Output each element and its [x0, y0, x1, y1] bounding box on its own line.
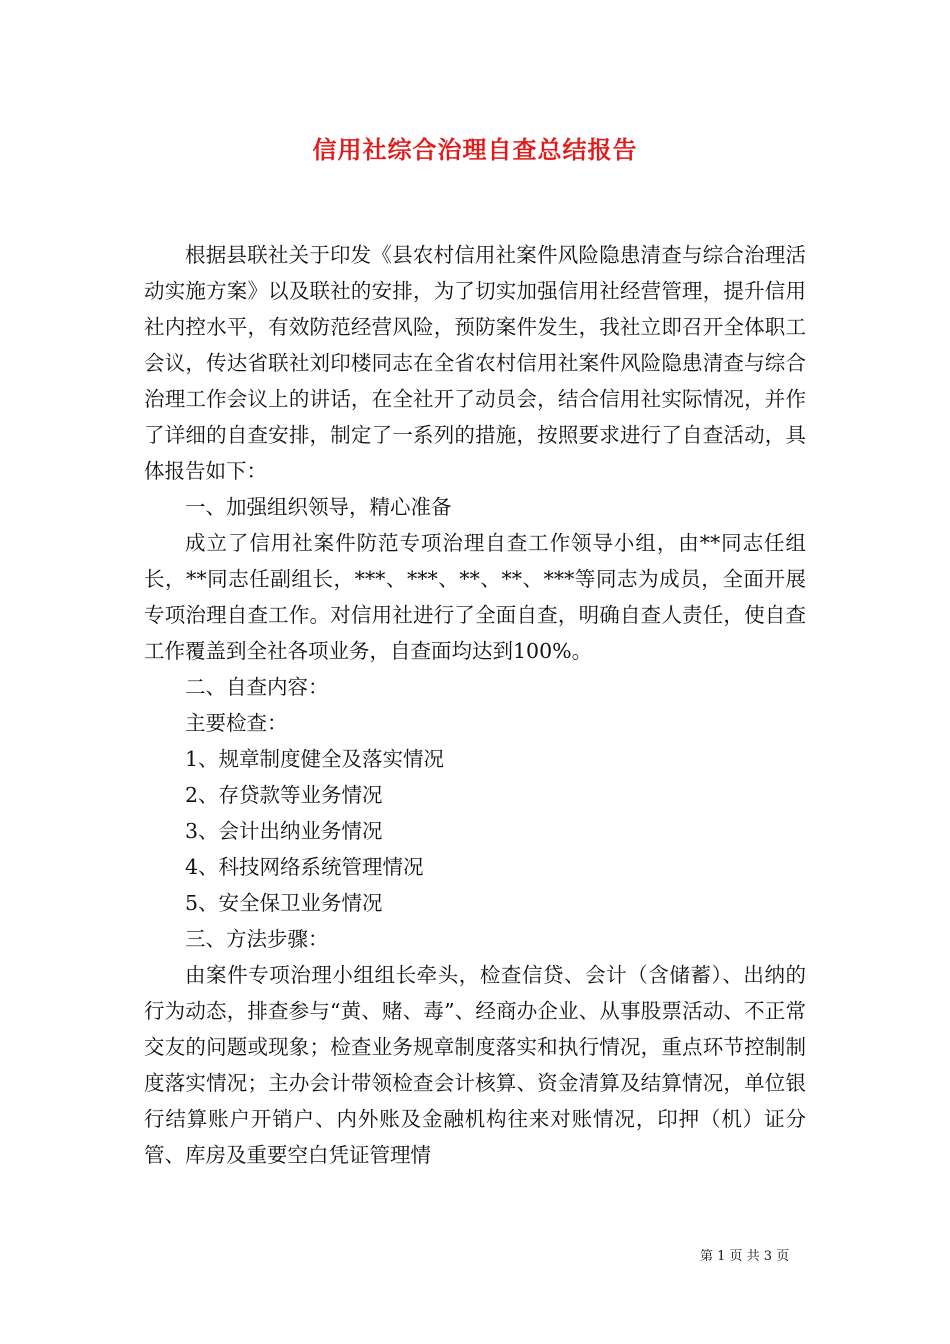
check-item: 5、安全保卫业务情况 [185, 891, 383, 915]
document-body [144, 237, 806, 1173]
check-item: 2、存贷款等业务情况 [185, 783, 383, 807]
intro-paragraph: 根据县联社关于印发《县农村信用社案件风险隐患清查与综合治理活动实施方案》以及联社的安排，为了切实加强信用社经营管理，提升信用社内控水平，有效防范经营风险，预防案件发生，我社立即召开全体职工会议，传达省联社刘印楼同志在全省农村信用社案件风险隐患清查与综合治理工作会议上的讲话，在全社开了动员会，结合信用社实际情况，并作了详细的自查安排，制定了一系列的措施，按照要求进行了自查活动，具体报告如下： [144, 243, 806, 483]
check-item: 3、会计出纳业务情况 [185, 819, 383, 843]
section-3-heading: 三、方法步骤： [185, 927, 329, 951]
page-number-footer: 第 1 页 共 3 页 [700, 1249, 790, 1264]
check-item: 1、规章制度健全及落实情况 [185, 747, 445, 771]
section-2-heading: 二、自查内容： [185, 675, 329, 699]
section-1-heading: 一、加强组织领导，精心准备 [185, 495, 452, 519]
section-3-paragraph: 由案件专项治理小组组长牵头，检查信贷、会计（含储蓄）、出纳的行为动态，排查参与“黄、赌、毒”、经商办企业、从事股票活动、不正常交友的问题或现象；检查业务规章制度落实和执行情况，重点环节控制制度落实情况；主办会计带领检查会计核算、资金清算及结算情况，单位银行结算账户开销户、内外账及金融机构往来对账情况，印押（机）证分管、库房及重要空白凭证管理情 [144, 963, 806, 1167]
check-item: 4、科技网络系统管理情况 [185, 855, 424, 879]
section-2-subheading: 主要检查： [185, 711, 288, 735]
document-title: 信用社综合治理自查总结报告 [312, 135, 638, 164]
section-1-paragraph: 成立了信用社案件防范专项治理自查工作领导小组，由**同志任组长，**同志任副组长，***、***、**、**、***等同志为成员，全面开展专项治理自查工作。对信用社进行了全面自查，明确自查人责任，使自查工作覆盖到全社各项业务，自查面均达到100%。 [144, 531, 806, 663]
